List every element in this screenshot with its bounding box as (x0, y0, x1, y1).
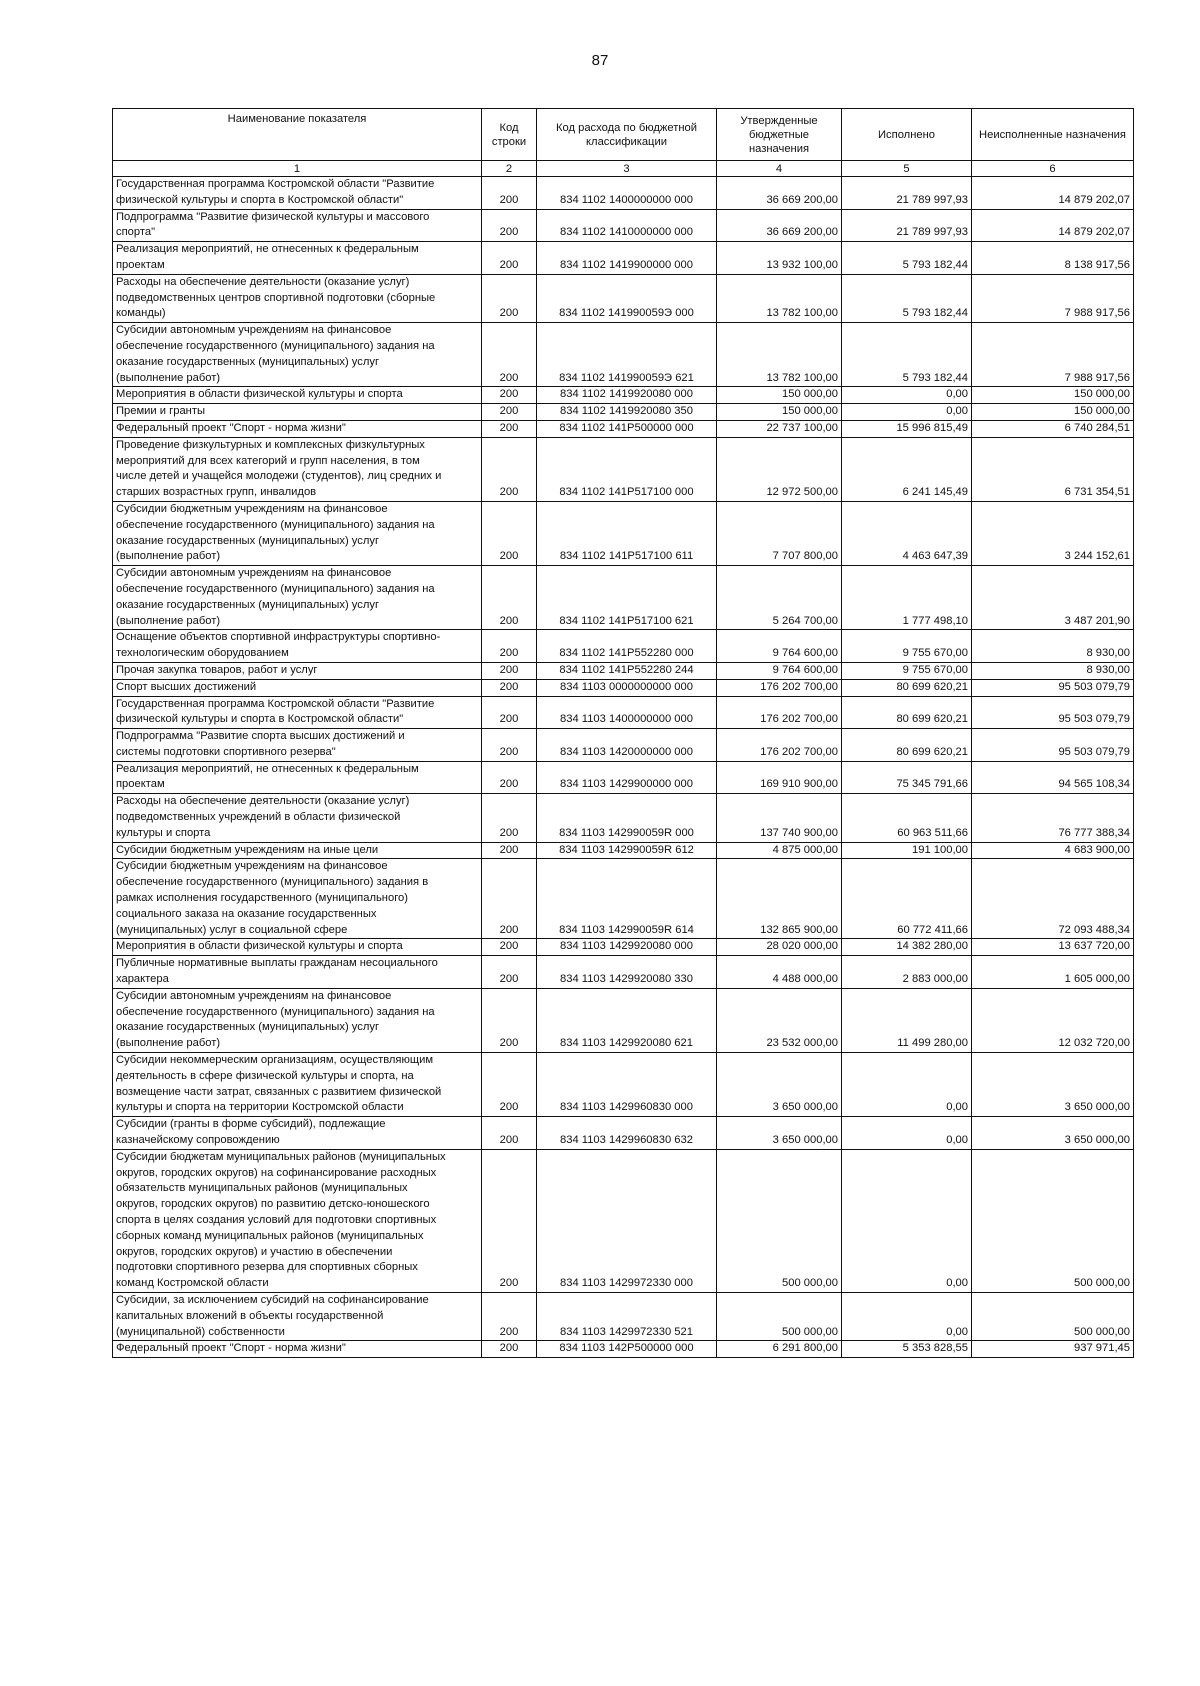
table-row (113, 696, 1134, 729)
row-unexecuted: 8 138 917,56 (972, 242, 1134, 275)
table-row (113, 794, 1134, 842)
column-number: 1 (113, 161, 482, 177)
column-number: 3 (537, 161, 717, 177)
row-executed: 0,00 (842, 1149, 972, 1292)
row-unexecuted: 500 000,00 (972, 1149, 1134, 1292)
row-unexecuted: 14 879 202,07 (972, 177, 1134, 210)
row-kbk: 834 1103 1400000000 000 (537, 696, 717, 729)
table-row (113, 323, 1134, 387)
row-code: 200 (482, 679, 537, 696)
table-row (113, 988, 1134, 1052)
row-name: Государственная программа Костромской области "Развитие физической культуры и спорта в Костромской области" (113, 696, 482, 729)
row-kbk: 834 1102 1419900000 000 (537, 242, 717, 275)
table-row (113, 1149, 1134, 1292)
row-name: Проведение физкультурных и комплексных физкультурных мероприятий для всех категорий и групп населения, в том числе детей и учащейся молодежи (студентов), лиц средних и старших возрастных групп, инвалидов (113, 437, 482, 501)
table-row (113, 242, 1134, 275)
table-row (113, 437, 1134, 501)
table-row (113, 1292, 1134, 1340)
row-code: 200 (482, 566, 537, 630)
row-code: 200 (482, 242, 537, 275)
row-code: 200 (482, 420, 537, 437)
row-executed: 80 699 620,21 (842, 679, 972, 696)
table-header-row (113, 109, 1134, 161)
row-kbk: 834 1102 1400000000 000 (537, 177, 717, 210)
row-unexecuted: 95 503 079,79 (972, 679, 1134, 696)
row-name: Субсидии автономным учреждениям на финансовое обеспечение государственного (муниципального) задания на оказание государственных (муниципальных) услуг (выполнение работ) (113, 323, 482, 387)
row-executed: 4 463 647,39 (842, 501, 972, 565)
row-code: 200 (482, 1292, 537, 1340)
page-number: 87 (591, 52, 609, 69)
header-unexecuted: Неисполненные назначения (972, 109, 1134, 161)
row-unexecuted: 12 032 720,00 (972, 988, 1134, 1052)
row-code: 200 (482, 630, 537, 663)
row-approved: 500 000,00 (717, 1149, 842, 1292)
row-kbk: 834 1103 142990059R 614 (537, 859, 717, 939)
row-code: 200 (482, 1117, 537, 1150)
row-kbk: 834 1102 141P517100 000 (537, 437, 717, 501)
row-unexecuted: 150 000,00 (972, 387, 1134, 404)
row-executed: 80 699 620,21 (842, 696, 972, 729)
row-name: Оснащение объектов спортивной инфраструктуры спортивно- технологическим оборудованием (113, 630, 482, 663)
row-name: Субсидии бюджетным учреждениям на иные цели (113, 842, 482, 859)
row-code: 200 (482, 842, 537, 859)
row-executed: 11 499 280,00 (842, 988, 972, 1052)
row-name: Подпрограмма "Развитие физической культуры и массового спорта" (113, 209, 482, 242)
row-code: 200 (482, 761, 537, 794)
row-kbk: 834 1103 1429900000 000 (537, 761, 717, 794)
row-unexecuted: 8 930,00 (972, 630, 1134, 663)
row-executed: 0,00 (842, 1117, 972, 1150)
row-kbk: 834 1103 1429960830 632 (537, 1117, 717, 1150)
header-executed: Исполнено (842, 109, 972, 161)
row-code: 200 (482, 859, 537, 939)
row-name: Субсидии некоммерческим организациям, осуществляющим деятельность в сфере физической культуры и спорта, на возмещение части затрат, связанных с развитием физической культуры и спорта на территории Костромской области (113, 1053, 482, 1117)
row-unexecuted: 3 244 152,61 (972, 501, 1134, 565)
row-kbk: 834 1103 0000000000 000 (537, 679, 717, 696)
column-number: 2 (482, 161, 537, 177)
row-kbk: 834 1102 1419920080 000 (537, 387, 717, 404)
row-name: Государственная программа Костромской области "Развитие физической культуры и спорта в Костромской области" (113, 177, 482, 210)
row-approved: 23 532 000,00 (717, 988, 842, 1052)
row-executed: 80 699 620,21 (842, 729, 972, 762)
row-executed: 21 789 997,93 (842, 209, 972, 242)
row-name: Мероприятия в области физической культуры и спорта (113, 939, 482, 956)
row-unexecuted: 3 650 000,00 (972, 1053, 1134, 1117)
row-approved: 176 202 700,00 (717, 696, 842, 729)
row-approved: 12 972 500,00 (717, 437, 842, 501)
table-row (113, 404, 1134, 421)
row-approved: 500 000,00 (717, 1292, 842, 1340)
row-name: Расходы на обеспечение деятельности (оказание услуг) подведомственных центров спортивной подготовки (сборные команды) (113, 274, 482, 322)
row-code: 200 (482, 794, 537, 842)
row-unexecuted: 76 777 388,34 (972, 794, 1134, 842)
row-kbk: 834 1102 141P517100 611 (537, 501, 717, 565)
row-code: 200 (482, 387, 537, 404)
row-approved: 9 764 600,00 (717, 662, 842, 679)
row-name: Субсидии автономным учреждениям на финансовое обеспечение государственного (муниципального) задания на оказание государственных (муниципальных) услуг (выполнение работ) (113, 566, 482, 630)
row-executed: 0,00 (842, 1292, 972, 1340)
row-name: Субсидии бюджетным учреждениям на финансовое обеспечение государственного (муниципального) задания в рамках исполнения государственного (муниципального) социального заказа на оказание государственных (муниципальных) услуг в социальной сфере (113, 859, 482, 939)
row-approved: 4 488 000,00 (717, 956, 842, 989)
table-row (113, 177, 1134, 210)
row-name: Субсидии бюджетам муниципальных районов (муниципальных округов, городских округов) на софинансирование расходных обязательств муниципальных районов (муниципальных округов, городских округов) по развитию детско-юношеского спорта в целях создания условий для подготовки спортивных сборных команд муниципальных районов (муниципальных округов, городских округов) и участию в обеспечении подготовки спортивного резерва для спортивных сборных команд Костромской области (113, 1149, 482, 1292)
row-kbk: 834 1103 1429960830 000 (537, 1053, 717, 1117)
row-executed: 9 755 670,00 (842, 662, 972, 679)
row-kbk: 834 1103 1429920080 330 (537, 956, 717, 989)
row-executed: 5 353 828,55 (842, 1341, 972, 1358)
table-row (113, 209, 1134, 242)
row-code: 200 (482, 696, 537, 729)
table-row (113, 387, 1134, 404)
row-executed: 2 883 000,00 (842, 956, 972, 989)
row-approved: 5 264 700,00 (717, 566, 842, 630)
row-approved: 13 932 100,00 (717, 242, 842, 275)
table-row (113, 1341, 1134, 1358)
row-executed: 75 345 791,66 (842, 761, 972, 794)
column-number: 4 (717, 161, 842, 177)
row-approved: 13 782 100,00 (717, 274, 842, 322)
table-row (113, 761, 1134, 794)
row-kbk: 834 1103 142990059R 612 (537, 842, 717, 859)
column-number: 6 (972, 161, 1134, 177)
row-kbk: 834 1102 1419920080 350 (537, 404, 717, 421)
row-executed: 60 772 411,66 (842, 859, 972, 939)
row-approved: 176 202 700,00 (717, 729, 842, 762)
row-approved: 150 000,00 (717, 404, 842, 421)
row-unexecuted: 7 988 917,56 (972, 323, 1134, 387)
row-approved: 150 000,00 (717, 387, 842, 404)
row-code: 200 (482, 404, 537, 421)
table-row (113, 842, 1134, 859)
row-code: 200 (482, 662, 537, 679)
row-executed: 9 755 670,00 (842, 630, 972, 663)
row-approved: 176 202 700,00 (717, 679, 842, 696)
row-code: 200 (482, 939, 537, 956)
row-approved: 36 669 200,00 (717, 177, 842, 210)
row-name: Субсидии, за исключением субсидий на софинансирование капитальных вложений в объекты государственной (муниципальной) собственности (113, 1292, 482, 1340)
header-approved: Утвержденные бюджетные назначения (717, 109, 842, 161)
row-code: 200 (482, 956, 537, 989)
table-row (113, 729, 1134, 762)
row-approved: 137 740 900,00 (717, 794, 842, 842)
row-code: 200 (482, 501, 537, 565)
row-kbk: 834 1102 141P552280 000 (537, 630, 717, 663)
row-kbk: 834 1103 1429972330 521 (537, 1292, 717, 1340)
row-name: Субсидии (гранты в форме субсидий), подлежащие казначейскому сопровождению (113, 1117, 482, 1150)
row-executed: 6 241 145,49 (842, 437, 972, 501)
table-row (113, 956, 1134, 989)
table-row (113, 274, 1134, 322)
row-unexecuted: 72 093 488,34 (972, 859, 1134, 939)
table-row (113, 501, 1134, 565)
row-unexecuted: 1 605 000,00 (972, 956, 1134, 989)
row-name: Премии и гранты (113, 404, 482, 421)
row-unexecuted: 6 731 354,51 (972, 437, 1134, 501)
row-code: 200 (482, 437, 537, 501)
row-kbk: 834 1103 142P500000 000 (537, 1341, 717, 1358)
row-kbk: 834 1102 141P500000 000 (537, 420, 717, 437)
row-name: Расходы на обеспечение деятельности (оказание услуг) подведомственных учреждений в области физической культуры и спорта (113, 794, 482, 842)
row-approved: 9 764 600,00 (717, 630, 842, 663)
header-row-code: Код строки (482, 109, 537, 161)
row-approved: 28 020 000,00 (717, 939, 842, 956)
row-unexecuted: 14 879 202,07 (972, 209, 1134, 242)
row-executed: 60 963 511,66 (842, 794, 972, 842)
table-row (113, 630, 1134, 663)
table-row (113, 1117, 1134, 1150)
header-kbk: Код расхода по бюджетной классификации (537, 109, 717, 161)
row-unexecuted: 6 740 284,51 (972, 420, 1134, 437)
row-kbk: 834 1103 1429972330 000 (537, 1149, 717, 1292)
row-unexecuted: 500 000,00 (972, 1292, 1134, 1340)
row-unexecuted: 13 637 720,00 (972, 939, 1134, 956)
row-approved: 22 737 100,00 (717, 420, 842, 437)
row-code: 200 (482, 988, 537, 1052)
row-kbk: 834 1102 141P552280 244 (537, 662, 717, 679)
row-unexecuted: 8 930,00 (972, 662, 1134, 679)
row-kbk: 834 1102 1410000000 000 (537, 209, 717, 242)
table-row (113, 420, 1134, 437)
row-kbk: 834 1103 1420000000 000 (537, 729, 717, 762)
row-kbk: 834 1102 141990059Э 621 (537, 323, 717, 387)
row-code: 200 (482, 1341, 537, 1358)
row-kbk: 834 1103 142990059R 000 (537, 794, 717, 842)
row-kbk: 834 1103 1429920080 621 (537, 988, 717, 1052)
row-executed: 191 100,00 (842, 842, 972, 859)
row-code: 200 (482, 274, 537, 322)
row-name: Федеральный проект "Спорт - норма жизни" (113, 420, 482, 437)
row-executed: 14 382 280,00 (842, 939, 972, 956)
row-kbk: 834 1102 141P517100 621 (537, 566, 717, 630)
row-approved: 13 782 100,00 (717, 323, 842, 387)
row-executed: 21 789 997,93 (842, 177, 972, 210)
row-name: Мероприятия в области физической культуры и спорта (113, 387, 482, 404)
row-name: Реализация мероприятий, не отнесенных к федеральным проектам (113, 242, 482, 275)
row-code: 200 (482, 729, 537, 762)
row-approved: 7 707 800,00 (717, 501, 842, 565)
row-approved: 36 669 200,00 (717, 209, 842, 242)
row-name: Субсидии бюджетным учреждениям на финансовое обеспечение государственного (муниципального) задания на оказание государственных (муниципальных) услуг (выполнение работ) (113, 501, 482, 565)
row-unexecuted: 94 565 108,34 (972, 761, 1134, 794)
row-code: 200 (482, 209, 537, 242)
row-executed: 0,00 (842, 387, 972, 404)
row-unexecuted: 95 503 079,79 (972, 729, 1134, 762)
row-kbk: 834 1102 141990059Э 000 (537, 274, 717, 322)
row-name: Публичные нормативные выплаты гражданам несоциального характера (113, 956, 482, 989)
row-unexecuted: 937 971,45 (972, 1341, 1134, 1358)
row-approved: 169 910 900,00 (717, 761, 842, 794)
row-executed: 5 793 182,44 (842, 323, 972, 387)
column-number: 5 (842, 161, 972, 177)
row-name: Реализация мероприятий, не отнесенных к федеральным проектам (113, 761, 482, 794)
table-body (113, 177, 1134, 1358)
row-unexecuted: 95 503 079,79 (972, 696, 1134, 729)
table-row (113, 1053, 1134, 1117)
row-approved: 3 650 000,00 (717, 1117, 842, 1150)
row-name: Подпрограмма "Развитие спорта высших достижений и системы подготовки спортивного резерва" (113, 729, 482, 762)
budget-execution-table (112, 108, 1134, 1358)
row-executed: 0,00 (842, 404, 972, 421)
row-code: 200 (482, 323, 537, 387)
table-row (113, 566, 1134, 630)
row-executed: 1 777 498,10 (842, 566, 972, 630)
table-row (113, 679, 1134, 696)
row-kbk: 834 1103 1429920080 000 (537, 939, 717, 956)
row-approved: 132 865 900,00 (717, 859, 842, 939)
row-name: Прочая закупка товаров, работ и услуг (113, 662, 482, 679)
row-approved: 4 875 000,00 (717, 842, 842, 859)
row-code: 200 (482, 1149, 537, 1292)
row-unexecuted: 150 000,00 (972, 404, 1134, 421)
row-executed: 5 793 182,44 (842, 242, 972, 275)
table-row (113, 859, 1134, 939)
column-number-row (113, 161, 1134, 177)
header-name: Наименование показателя (113, 109, 482, 161)
row-code: 200 (482, 1053, 537, 1117)
row-approved: 3 650 000,00 (717, 1053, 842, 1117)
row-approved: 6 291 800,00 (717, 1341, 842, 1358)
row-name: Федеральный проект "Спорт - норма жизни" (113, 1341, 482, 1358)
row-unexecuted: 3 650 000,00 (972, 1117, 1134, 1150)
row-unexecuted: 7 988 917,56 (972, 274, 1134, 322)
row-unexecuted: 3 487 201,90 (972, 566, 1134, 630)
row-executed: 5 793 182,44 (842, 274, 972, 322)
row-code: 200 (482, 177, 537, 210)
table-row (113, 939, 1134, 956)
table-row (113, 662, 1134, 679)
row-executed: 15 996 815,49 (842, 420, 972, 437)
row-name: Спорт высших достижений (113, 679, 482, 696)
row-name: Субсидии автономным учреждениям на финансовое обеспечение государственного (муниципального) задания на оказание государственных (муниципальных) услуг (выполнение работ) (113, 988, 482, 1052)
row-executed: 0,00 (842, 1053, 972, 1117)
row-unexecuted: 4 683 900,00 (972, 842, 1134, 859)
